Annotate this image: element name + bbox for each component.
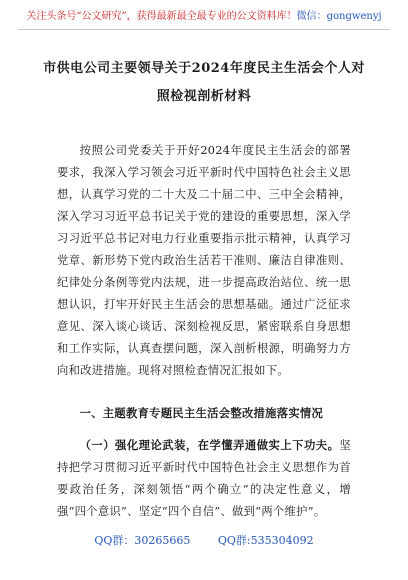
wechat-id: 微信：gongwenyj <box>296 11 382 22</box>
item-label: （一）强化理论武装，在学懂弄通做实上下功夫。 <box>79 438 340 452</box>
section-heading: 一、主题教育专题民主生活会整改措施落实情况 <box>79 406 324 420</box>
footer-contacts <box>0 534 408 548</box>
qq-group-1: QQ群：30265665 <box>94 534 191 547</box>
promo-banner <box>0 10 408 24</box>
intro-paragraph: 按照公司党委关于开好2024年度民主生活会的部署要求，我深入学习领会习近平新时代中国特色社会主义思想，认真学习党的二十大及二十届二中、三中全会精神，深入学习习近平总书记关于党的建设的重要思想，深入学习习近平总书记对电力行业重要指示批示精神，认真学习党章、新形势下党内政治生活若干准则、廉洁自律准则、纪律处分条例等党内法规，进一步提高政治站位、统一思想认识，打牢开好民主生活会的思想基础。通过广泛征求意见、深入谈心谈话、深刻检视反思，紧密联系自身思想和工作实际，认真查摆问题，深入剖析根源，明确努力方向和改进措施。现将对照检查情况汇报如下。 <box>57 144 351 377</box>
document-title: 市供电公司主要领导关于2024年度民主生活会个人对照检视剖析材料 <box>43 61 365 104</box>
qq-group-2: QQ群:535304092 <box>217 534 314 547</box>
header-divider <box>18 29 390 30</box>
item-text: 坚持把学习贯彻习近平新时代中国特色社会主义思想作为首要政治任务，深刻领悟“两个确立”的决定性意义，增强“四个意识”、坚定“四个自信”、做到“两个维护”。 <box>57 439 351 518</box>
document-body <box>57 140 351 523</box>
promo-text: 关注头条号“公文研究”，获得最新最全最专业的公文资料库！ <box>26 11 297 22</box>
item-paragraph <box>57 434 351 523</box>
